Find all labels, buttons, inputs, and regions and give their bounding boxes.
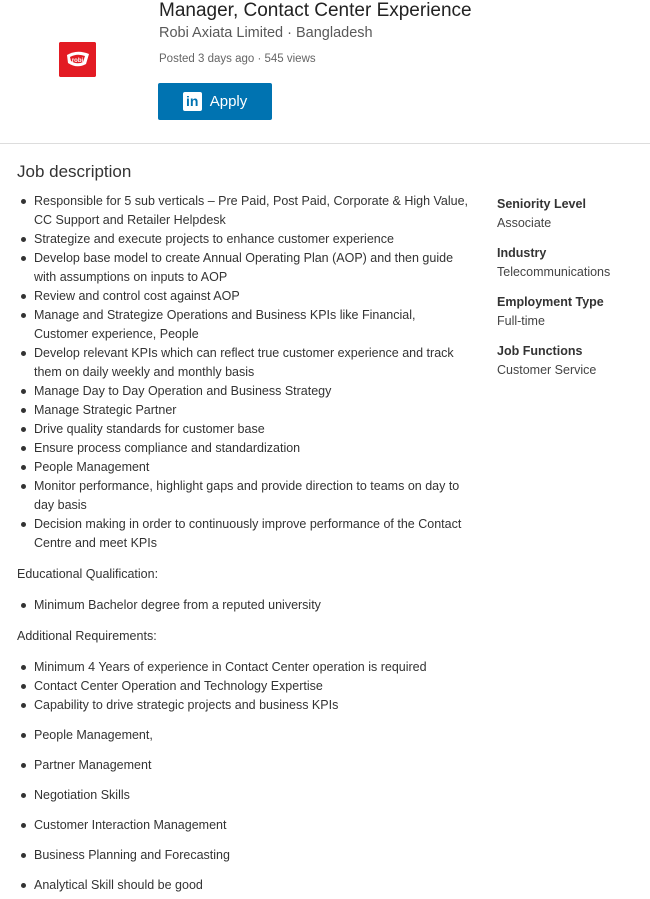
criteria-seniority: [497, 195, 647, 233]
posted-meta: Posted 3 days ago · 545 views: [159, 53, 316, 65]
criteria-job-functions: [497, 342, 647, 380]
list-item: Capability to drive strategic projects and business KPIs: [17, 696, 469, 715]
list-item: Analytical Skill should be good: [17, 876, 469, 895]
job-criteria: [497, 195, 647, 391]
list-item: Ensure process compliance and standardization: [17, 439, 469, 458]
list-item: Manage Strategic Partner: [17, 401, 469, 420]
apply-label: Apply: [209, 93, 248, 110]
list-item: Strategize and execute projects to enhance customer experience: [17, 230, 469, 249]
criteria-employment-type: [497, 293, 647, 331]
list-item: People Management,: [17, 726, 469, 745]
criteria-label: Job Functions: [497, 344, 583, 358]
criteria-value: Telecommunications: [497, 265, 611, 279]
list-item: Develop relevant KPIs which can reflect true customer experience and track them on daily weekly and monthly basis: [17, 344, 469, 382]
job-description-body: [17, 192, 469, 895]
list-item: Drive quality standards for customer base: [17, 420, 469, 439]
criteria-label: Seniority Level: [497, 197, 586, 211]
list-item: Partner Management: [17, 756, 469, 775]
criteria-value: Full-time: [497, 314, 545, 328]
criteria-label: Employment Type: [497, 295, 604, 309]
job-title: Manager, Contact Center Experience: [159, 0, 472, 21]
apply-button[interactable]: [158, 83, 272, 120]
list-item: Customer Interaction Management: [17, 816, 469, 835]
criteria-value: Associate: [497, 216, 552, 230]
additional-heading: Additional Requirements:: [17, 629, 157, 643]
list-item: Minimum 4 Years of experience in Contact Center operation is required: [17, 658, 469, 677]
skills-list: [17, 726, 469, 895]
list-item: Decision making in order to continuously improve performance of the Contact Centre and meet KPIs: [17, 515, 469, 553]
list-item: People Management: [17, 458, 469, 477]
list-item: Negotiation Skills: [17, 786, 469, 805]
list-item: Manage and Strategize Operations and Business KPIs like Financial, Customer experience, People: [17, 306, 469, 344]
list-item: Minimum Bachelor degree from a reputed university: [17, 596, 469, 615]
education-list: [17, 596, 469, 615]
robi-logo-icon: [59, 42, 96, 77]
header-divider: [0, 143, 650, 144]
list-item: Develop base model to create Annual Operating Plan (AOP) and then guide with assumptions on inputs to AOP: [17, 249, 469, 287]
list-item: Responsible for 5 sub verticals – Pre Paid, Post Paid, Corporate & High Value, CC Support and Retailer Helpdesk: [17, 192, 469, 230]
list-item: Contact Center Operation and Technology Expertise: [17, 677, 469, 696]
list-item: Monitor performance, highlight gaps and provide direction to teams on day to day basis: [17, 477, 469, 515]
list-item: Business Planning and Forecasting: [17, 846, 469, 865]
responsibilities-list: [17, 192, 469, 553]
criteria-industry: [497, 244, 647, 282]
job-description-title: Job description: [17, 162, 132, 181]
criteria-value: Customer Service: [497, 363, 597, 377]
linkedin-icon: in: [183, 92, 202, 111]
list-item: Manage Day to Day Operation and Business Strategy: [17, 382, 469, 401]
criteria-label: Industry: [497, 246, 547, 260]
education-heading: Educational Qualification:: [17, 567, 159, 581]
list-item: Review and control cost against AOP: [17, 287, 469, 306]
svg-text:robi: robi: [71, 58, 84, 64]
additional-list: [17, 658, 469, 715]
company-logo[interactable]: [59, 42, 96, 77]
company-location[interactable]: Robi Axiata Limited · Bangladesh: [159, 25, 373, 41]
